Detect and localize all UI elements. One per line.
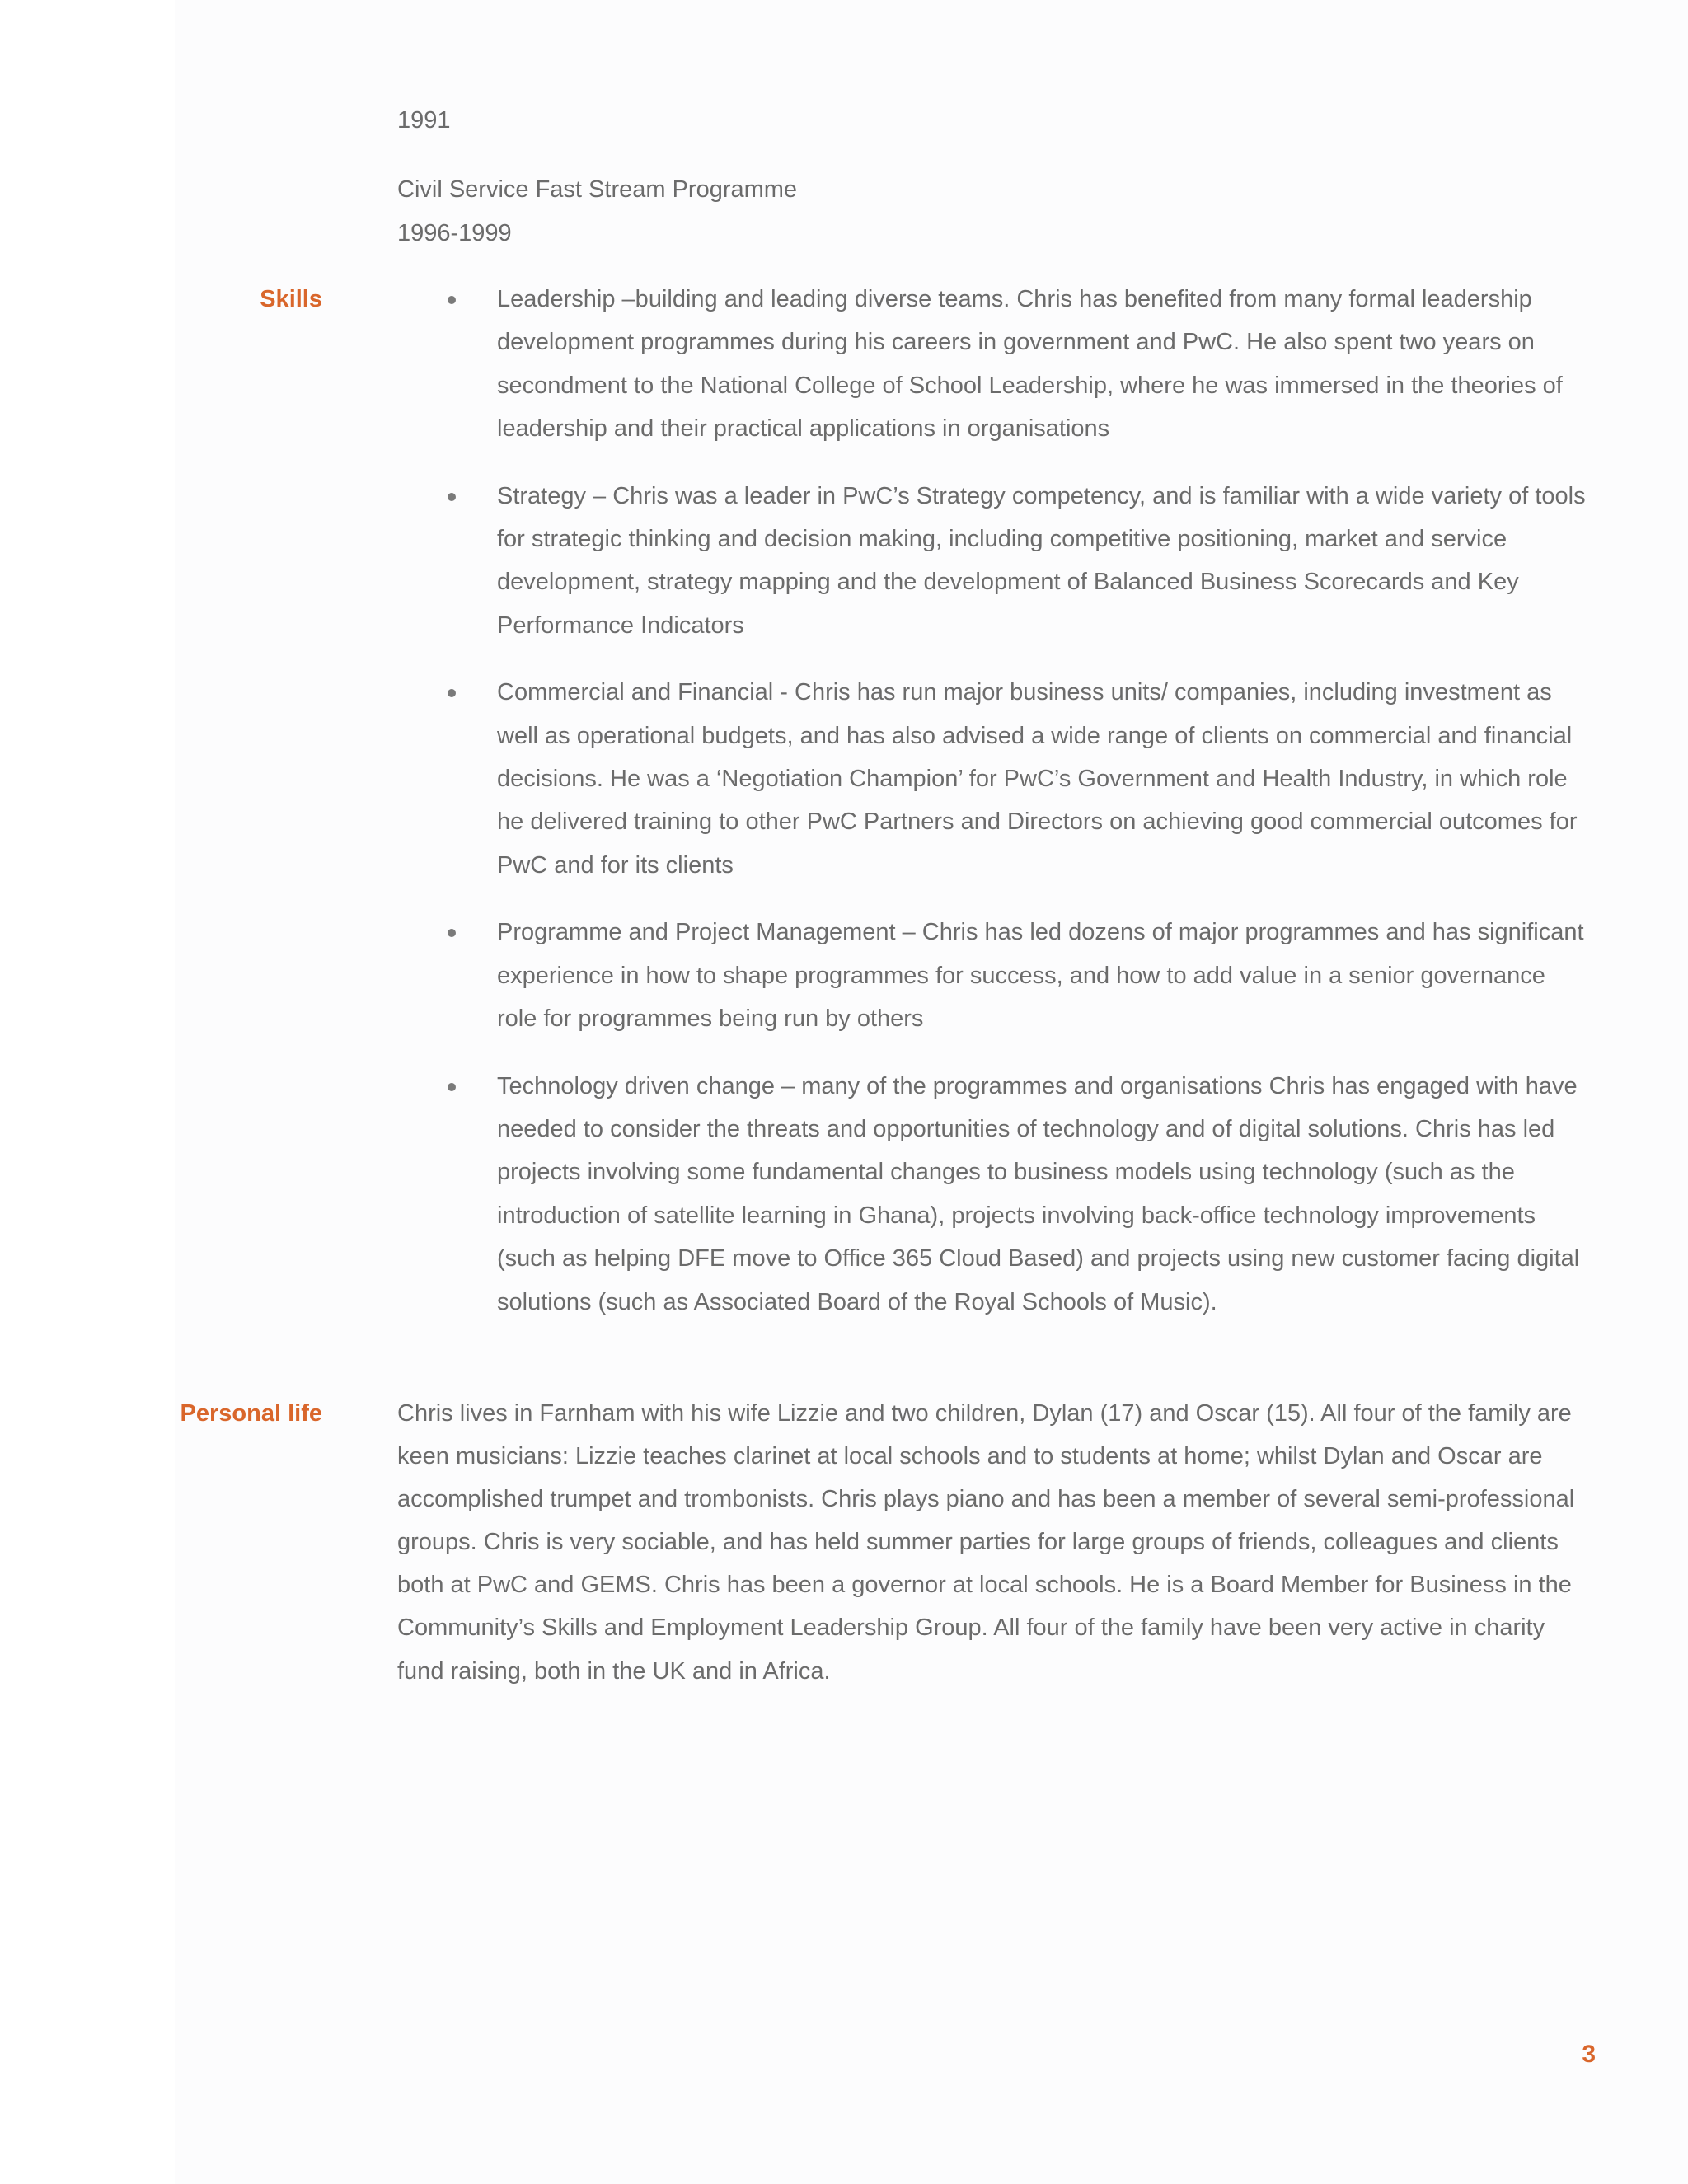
skill-item-technology (445, 1065, 1591, 1324)
education-year: 1991 (397, 107, 451, 134)
bullet-icon (448, 929, 456, 937)
skills-heading: Skills (260, 286, 322, 312)
bullet-icon (448, 493, 456, 501)
skill-item-commercial (445, 671, 1591, 887)
education-programme: Civil Service Fast Stream Programme (397, 176, 798, 203)
page-number: 3 (1582, 2041, 1596, 2068)
bullet-icon (448, 689, 456, 697)
bullet-icon (448, 296, 456, 304)
skill-text: Commercial and Financial - Chris has run major business units/ companies, including investment as well as operational budgets, and has also advised a wide range of clients on commercial and financial decisions. He was a ‘Negotiation Champion’ for PwC’s Government and Health Industry, in which role he delivered training to other PwC Partners and Directors on achieving good commercial outcomes for PwC and for its clients (497, 679, 1578, 879)
skill-item-strategy (445, 475, 1591, 648)
bullet-icon (448, 1083, 456, 1091)
personal-life-heading: Personal life (180, 1400, 322, 1427)
skill-text: Leadership –building and leading diverse teams. Chris has benefited from many formal leadership development programmes during his careers in government and PwC. He also spent two years on secondment to the National College of School Leadership, where he was immersed in the theories of leadership and their practical applications in organisations (497, 286, 1563, 443)
skill-text: Programme and Project Management – Chris has led dozens of major programmes and has significant experience in how to shape programmes for success, and how to add value in a senior governance role for programmes being run by others (497, 919, 1584, 1033)
personal-life-text: Chris lives in Farnham with his wife Lizzie and two children, Dylan (17) and Oscar (15). All four of the family are keen musicians: Lizzie teaches clarinet at local schools and to students at home; whilst Dylan and Oscar are accomplished trumpet and trombonists. Chris plays piano and has been a member of several semi-professional groups. Chris is very sociable, and has held summer parties for large groups of friends, colleagues and clients both at PwC and GEMS. Chris has been a governor at local schools. He is a Board Member for Business in the Community’s Skills and Employment Leadership Group. All four of the family have been very active in charity fund raising, both in the UK and in Africa. (397, 1400, 1575, 1685)
skills-list (445, 278, 1591, 1347)
skill-item-programme-management (445, 911, 1591, 1040)
education-programme-years: 1996-1999 (397, 220, 512, 246)
skill-text: Technology driven change – many of the programmes and organisations Chris has engaged with have needed to consider the threats and opportunities of technology and of digital solutions. Chris has led projects involving some fundamental changes to business models using technology (such as the introduction of satellite learning in Ghana), projects involving back-office technology improvements (such as helping DFE move to Office 365 Cloud Based) and projects using new customer facing digital solutions (such as Associated Board of the Royal Schools of Music). (497, 1072, 1580, 1315)
skill-text: Strategy – Chris was a leader in PwC’s Strategy competency, and is familiar with a wide variety of tools for strategic thinking and decision making, including competitive positioning, market and service development, strategy mapping and the development of Balanced Business Scorecards and Key Performance Indicators (497, 482, 1586, 639)
skill-item-leadership (445, 278, 1591, 451)
